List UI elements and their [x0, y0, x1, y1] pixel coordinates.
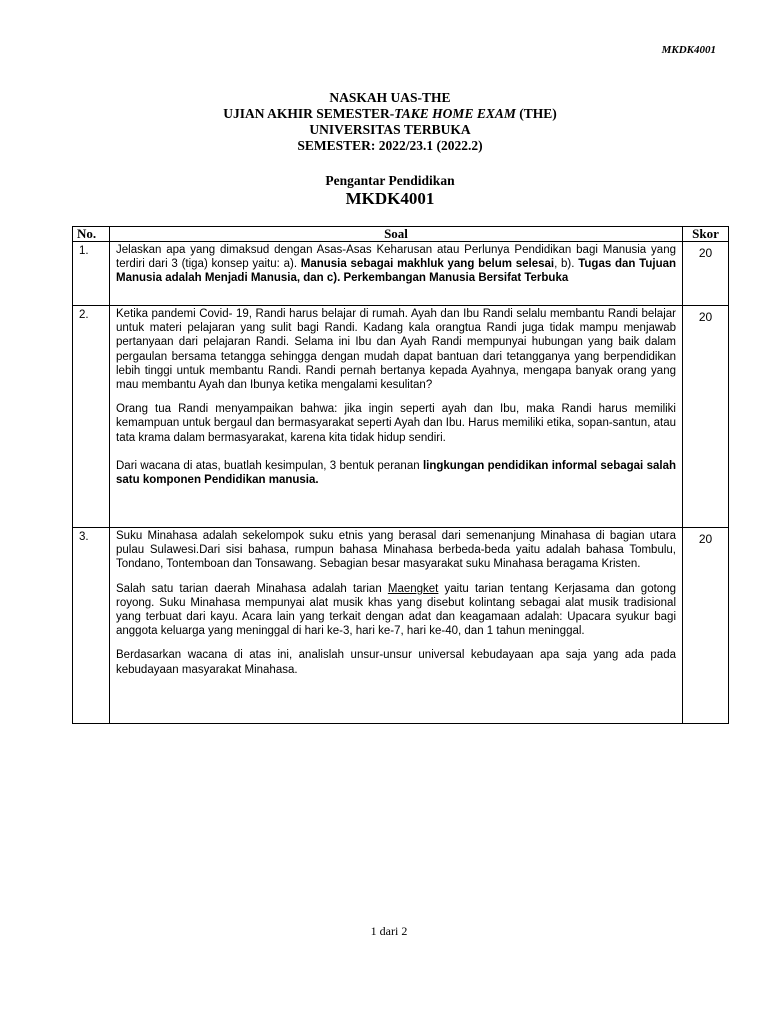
table-row	[73, 306, 729, 528]
question-text: Jelaskan apa yang dimaksud dengan Asas-Asas Keharusan atau Perlunya Pendidikan bagi Manusia yang terdiri dari 3 (tiga) konsep yaitu: a). Manusia sebagai makhluk yang belum selesai, b). Tugas dan Tujuan Manusia adalah Menjadi Manusia, dan c). Perkembangan Manusia Bersifat Terbuka	[110, 242, 683, 306]
question-score: 20	[683, 242, 729, 306]
question-text: Suku Minahasa adalah sekelompok suku etnis yang berasal dari semenanjung Minahasa di bagian utara pulau Sulawesi.Dari sisi bahasa, rumpun bahasa Minahasa berbeda-beda yaitu adalah bahasa Tombulu, Tondano, Tontemboan dan Tonsawang. Sebagian besar masyarakat suku Minahasa beragama Kristen. Salah satu tarian daerah Minahasa adalah tarian Maengket yaitu tarian tentang Kerjasama dan gotong royong. Suku Minahasa mempunyai alat musik khas yang disebut kolintang sebagai alat musik tradisional yang terbuat dari kayu. Acara lain yang terkait dengan adat dan keagamaan adalah: Upacara syukur bagi anggota keluarga yang meninggal di hari ke-3, hari ke-7, hari ke-40, dan 1 tahun meninggal. Berdasarkan wacana di atas ini, analislah unsur-unsur universal kebudayaan apa saja yang ada pada kebudayaan masyarakat Minahasa.	[110, 528, 683, 724]
page-number: 1 dari 2	[370, 924, 408, 938]
table-header-row	[73, 227, 729, 242]
column-header-skor: Skor	[683, 227, 729, 242]
heading-line-4: SEMESTER: 2022/23.1 (2022.2)	[297, 138, 483, 153]
column-header-soal: Soal	[110, 227, 683, 242]
document-code: MKDK4001	[661, 44, 716, 56]
heading-line-1: NASKAH UAS-THE	[329, 90, 451, 105]
question-number: 1.	[73, 242, 110, 306]
heading-line-3: UNIVERSITAS TERBUKA	[309, 122, 471, 137]
exam-heading	[0, 90, 768, 154]
table-row	[73, 528, 729, 724]
question-text: Ketika pandemi Covid- 19, Randi harus belajar di rumah. Ayah dan Ibu Randi selalu membantu Randi belajar untuk materi pelajaran yang sulit bagi Randi. Kadang kala orangtua Randi juga tidak mampu menjawab pertanyaan dari pelajaran Randi. Selama ini Ibu dan Ayah Randi mempunyai hubungan yang baik dalam pergaulan bersama tetangga sehingga dengan mudah dapat bantuan dari tetangganya yang berpendidikan lebih tinggi untuk membantu Randi. Randi pernah bertanya kepada Ayahnya, mengapa banyak orang yang mau membantu Ayah dan Ibunya ketika mengalami kesulitan? Orang tua Randi menyampaikan bahwa: jika ingin seperti ayah dan Ibu, maka Randi harus memiliki kemampuan untuk bergaul dan bermasyarakat seperti Ayah dan Ibu. Harus memiliki etika, sopan-santun, atau tata krama dalam bermasyarakat, karena kita tidak hidup sendiri. Dari wacana di atas, buatlah kesimpulan, 3 bentuk peranan lingkungan pendidikan informal sebagai salah satu komponen Pendidikan manusia.	[110, 306, 683, 528]
course-name: Pengantar Pendidikan	[325, 173, 455, 188]
question-score: 20	[683, 306, 729, 528]
course-title	[0, 173, 768, 209]
question-number: 3.	[73, 528, 110, 724]
column-header-no: No.	[73, 227, 110, 242]
course-code: MKDK4001	[345, 189, 435, 208]
heading-line-2: UJIAN AKHIR SEMESTER-TAKE HOME EXAM (THE)	[223, 106, 557, 121]
table-row	[73, 242, 729, 306]
question-score: 20	[683, 528, 729, 724]
question-number: 2.	[73, 306, 110, 528]
question-table	[72, 226, 729, 724]
